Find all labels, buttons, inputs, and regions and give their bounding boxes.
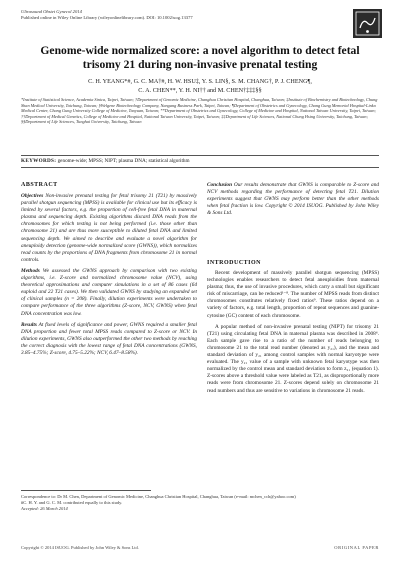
introduction-paragraph: A popular method of non-invasive prenatal testing (NIPT) for trisomy 21 (T21) using circulating fetal DNA in maternal plasma was described in 2008⁶. Each sample gave rise to a ratio of the number of reads belonging to chromosome 21 to the total read number (denoted as y₂₁), and the mean and standard deviation of y₂₁ among control samples with normal karyotype were evaluated. The y₂₁ value of a sample with unknown fetal karyotype was then normalized by the control mean and standard deviation to form z₂₁ (equation 1). Z-scores above a threshold value were labeled as T21, as disproportionally more reads were from chromosome 21. Z-scores depend solely on chromosome 21 read numbers and thus are sensitive to variations in chromosome 21 reads.: [207, 323, 379, 394]
abstract-heading: ABSTRACT: [21, 182, 58, 188]
publication-note: Published online in Wiley Online Library (wileyonlinelibrary.com). DOI: 10.1002/uog.13377: [21, 15, 193, 20]
page-footer: [21, 545, 379, 550]
abstract-body: [21, 193, 197, 361]
keywords-rule-bottom: [21, 167, 379, 168]
abstract-results: [21, 322, 197, 357]
abstract-conclusion: [207, 182, 379, 221]
equal-contribution-note: #C. H. Y. and G. C. M. contributed equally to this study.: [21, 500, 123, 506]
abstract-objectives: [21, 193, 197, 264]
journal-logo: [353, 9, 382, 38]
conclusion-label: Conclusion: [207, 182, 233, 188]
journal-citation: Ultrasound Obstet Gynecol 2014: [21, 9, 82, 14]
author-list: [21, 77, 379, 95]
objectives-text: Non-invasive prenatal testing for fetal trisomy 21 (T21) by massively parallel shotgun sequencing (MPSS) is available for clinical use but its efficacy is limited by several factors, e.g. the proportion of cell-free fetal DNA in maternal plasma and sequencing depth. Existing algorithms discard DNA reads from the chromosomes for which testing is not being performed (i.e. those other than chromosome 21) and are thus more susceptible to diluted fetal DNA and limited sequencing depth. We aimed to describe and evaluate a novel algorithm for aneuploidy detection (genome-wide normalized score (GWNS)), which normalizes read counts by the proportions of DNA fragments from chromosome 21 in normal controls.: [21, 193, 197, 263]
introduction-body: [207, 270, 379, 399]
methods-label: Methods: [21, 267, 40, 274]
correspondence-note: Correspondence to: Dr M. Chen, Department of Genomic Medicine, Changhua Christian Hospital, Changhua, Taiwan (e-mail: mchen_cch@yahoo.com): [21, 494, 296, 499]
objectives-label: Objectives: [21, 193, 44, 199]
author-line: C. H. YEANG*#, G. C. MA†#, H. W. HSU‡, Y. S. LIN§, S. M. CHANG†, P. J. CHENG¶,: [88, 78, 312, 85]
results-text: At fixed levels of significance and power, GWNS required a smaller fetal DNA proportion and fewer total MPSS reads compared to Z-score or NCV. In dilution experiments, GWNS also outperformed the other two methods by reaching the correct diagnosis with the lowest range of fetal DNA concentrations (GWNS, 3.85–4.75%; Z-score, 4.75–5.22%; NCV, 6.47–8.58%).: [21, 321, 197, 356]
methods-text: We assessed the GWNS approach by comparison with two existing algorithms, i.e. Z-score and normalized chromosome value (NCV), using theoretical approximations and computer simulations in a set of 86 cases (64 euploid and 22 T21 cases). We then validated GWNS by studying an expanded set of clinical samples (n = 208). Finally, dilution experiments were undertaken to compare performance of the three algorithms (Z-score, NCV, GWNS) when fetal DNA concentration was low.: [21, 267, 198, 317]
conclusion-text: Our results demonstrate that GWNS is comparable to Z-score and NCV methods regarding the performance of detecting fetal T21. Dilution experiments suggest that GWNS may perform better than the other methods when fetal fraction is low. Copyright © 2014 ISUOG. Published by John Wiley & Sons Ltd.: [207, 182, 380, 217]
keywords-rule-top: [21, 155, 379, 156]
keywords-label: KEYWORDS:: [21, 158, 57, 164]
accepted-date: Accepted: 26 March 2014: [21, 506, 68, 512]
introduction-paragraph: Recent development of massively parallel shotgun sequencing (MPSS) technologies enables researchers to detect fetal aneuploidies from maternal plasma; thus, the use of invasive procedures, which carry a small but significant risk of miscarriage, can be reduced¹⁻⁸. The number of MPSS reads from distinct chromosomes constitutes relatively fixed ratios⁹. These ratios depend on a variety of factors, e.g. total length, proportion of repeat sequences and guanine-cytosine (GC) content of each chromosome.: [207, 270, 379, 319]
footnotes: [21, 494, 379, 513]
paper-title: Genome-wide normalized score: a novel algorithm to detect fetal trisomy 21 during non-invasive prenatal testing: [40, 44, 360, 71]
author-line: C. A. CHEN**, Y. H. NI†† and M. CHEN†‡‡‡§§: [138, 87, 262, 94]
keywords-line: [21, 158, 379, 165]
introduction-heading: INTRODUCTION: [207, 260, 262, 266]
footnote-rule: [21, 490, 151, 491]
footer-copyright: Copyright © 2014 ISUOG. Published by John Wiley & Sons Ltd.: [21, 545, 139, 550]
results-label: Results: [21, 321, 37, 328]
abstract-methods: [21, 268, 197, 318]
keywords-text: genome-wide; MPSS; NIPT; plasma DNA; statistical algorithm: [57, 158, 190, 164]
article-type-tag: ORIGINAL PAPER: [334, 545, 379, 550]
affiliations: *Institute of Statistical Science, Academia Sinica, Taipei, Taiwan; †Department of Genomic Medicine, Changhua Christian Hospital, Changhua, Taiwan; ‡Institute of Biochemistry and Biotechnology, Chung Shan Medical University, Taichung, Taiwan; §Welgene Biotechnology Company, Nangang Business Park, Taipei, Taiwan; ¶Department of Obstetrics and Gynecology, Chang Gung Memorial Hospital-Linko Medical Center, Chang Gung University College of Medicine, Taoyuan, Taiwan; **Department of Obstetrics and Gynecology, College of Medicine and Hospital, National Taiwan University, Taipei, Taiwan; ††Department of Medical Genetics, College of Medicine and Hospital, National Taiwan University, Taipei, Taiwan; ‡‡Department of Life Sciences, National Chung Hsing University, Taichung, Taiwan; §§Department of Life Sciences, Tunghai University, Taichung, Taiwan: [21, 97, 378, 125]
